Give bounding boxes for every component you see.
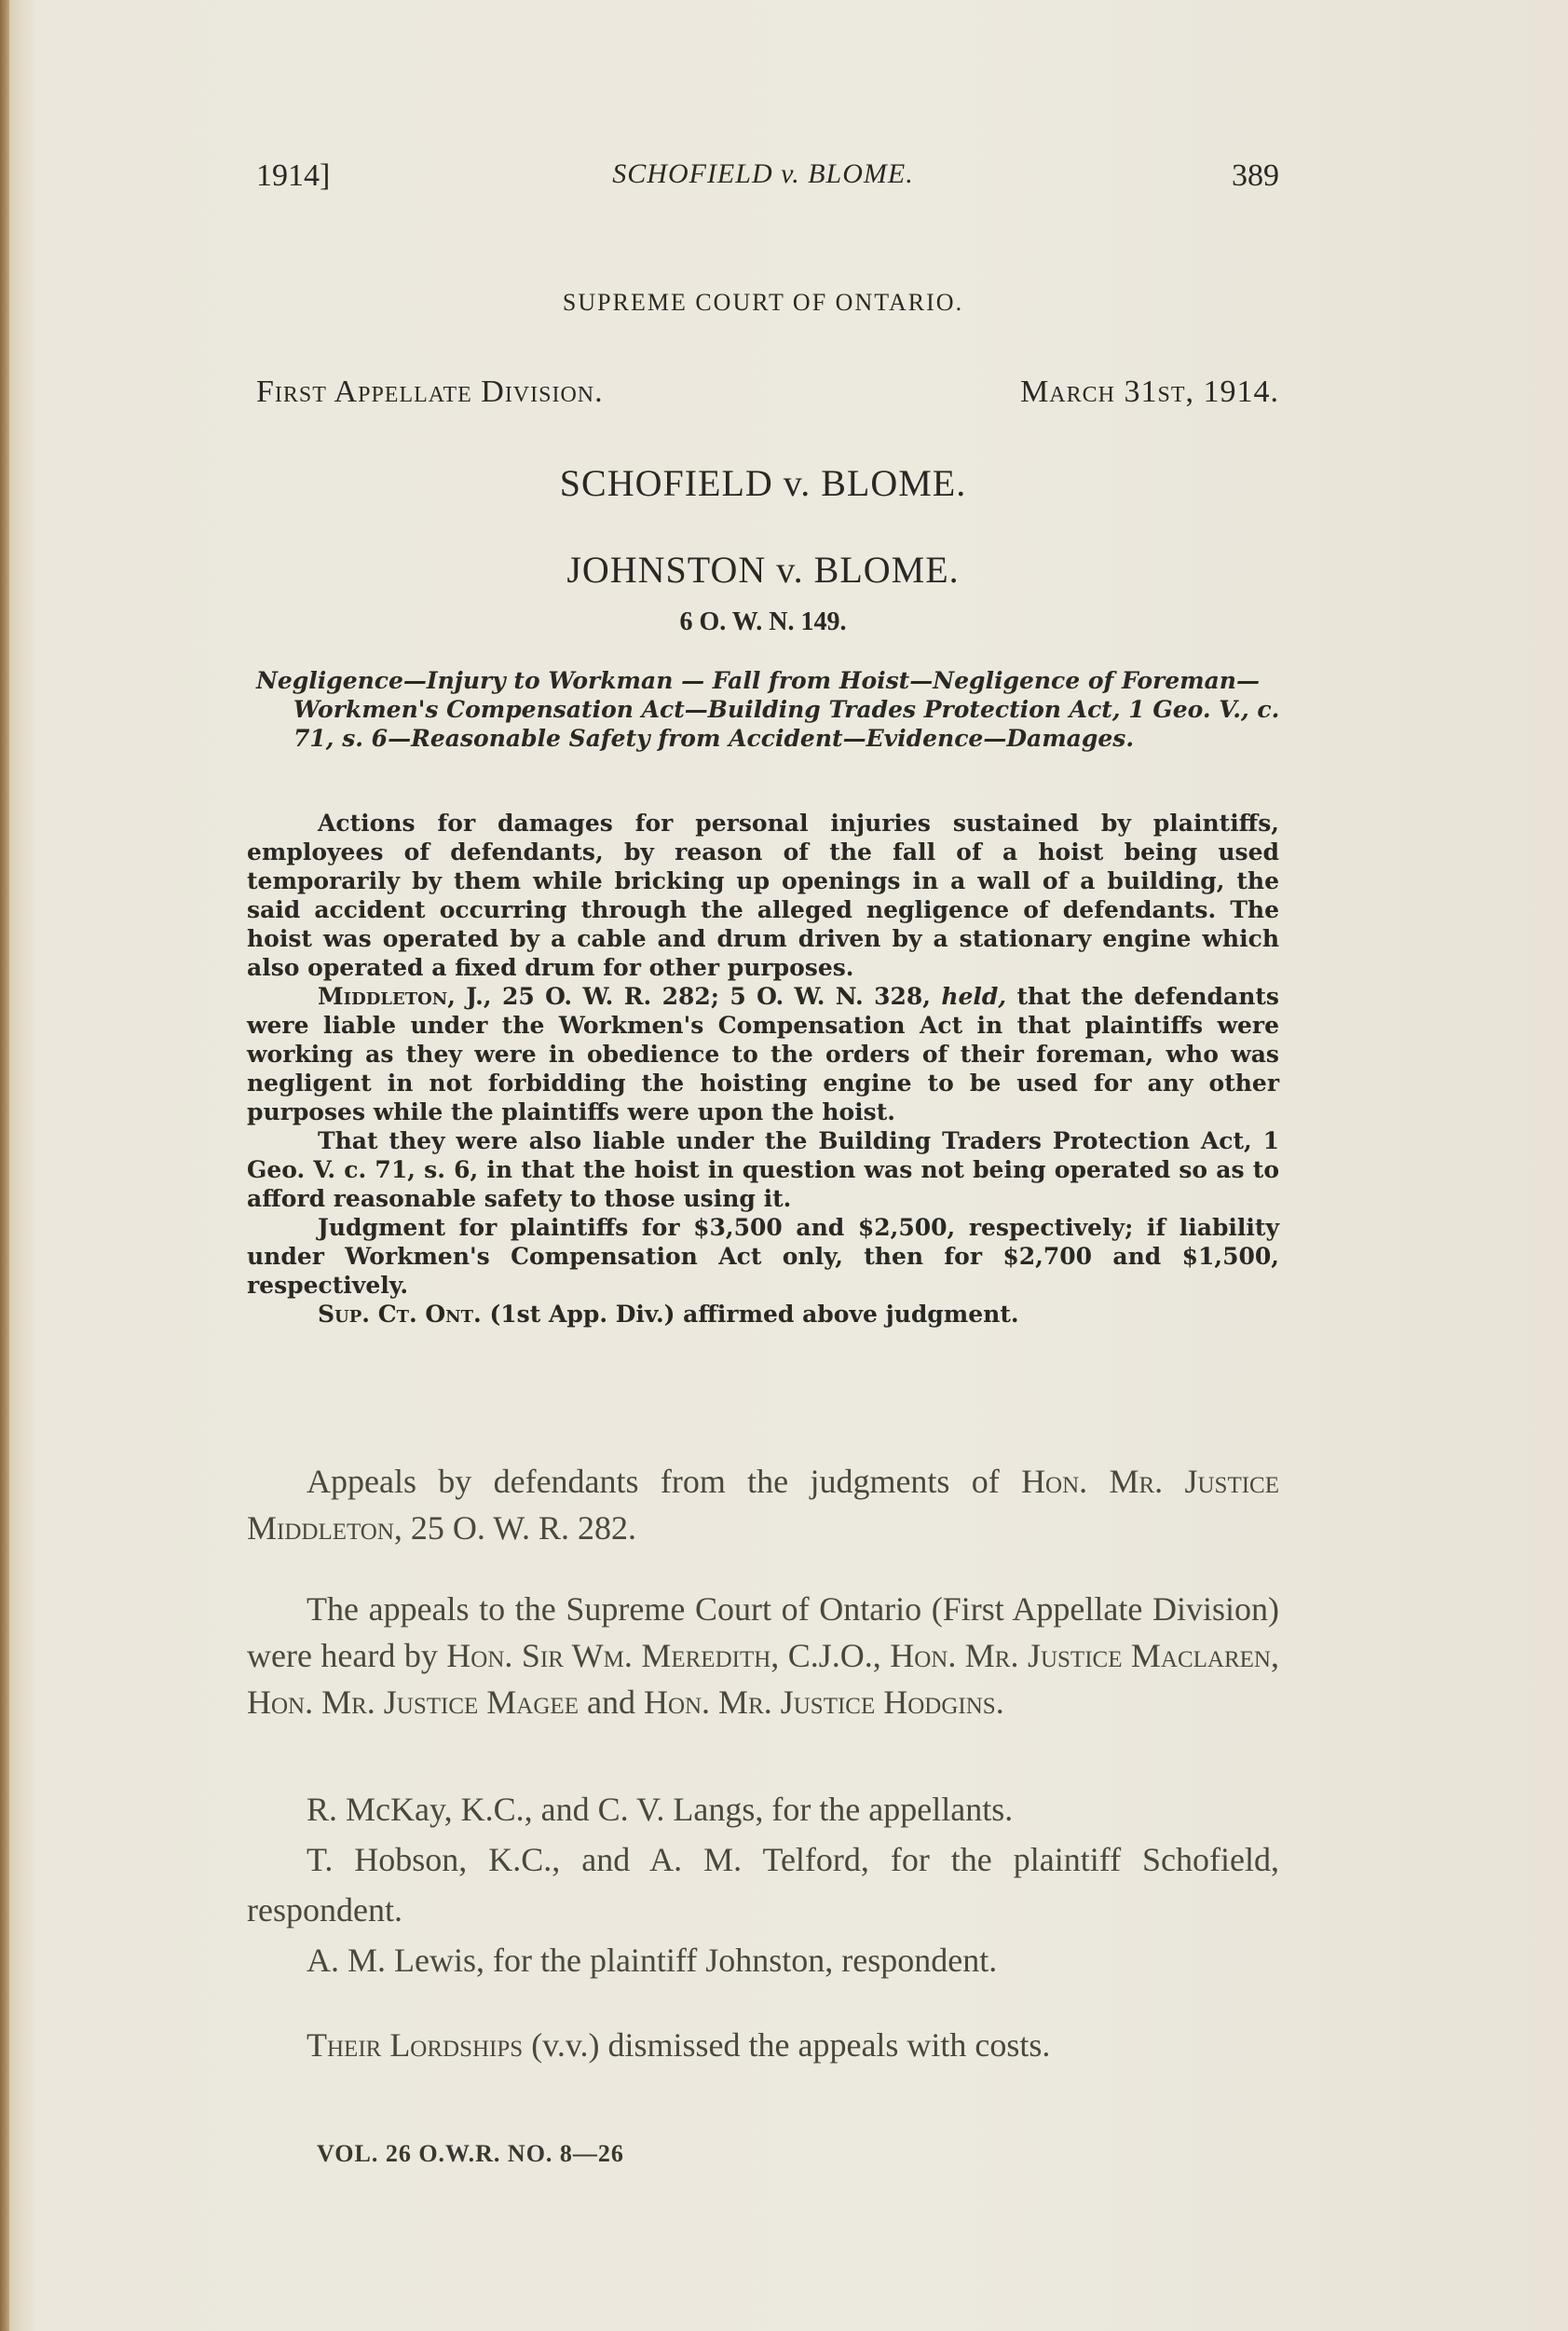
syllabus-paragraph: Actions for damages for personal injuries sustained by plaintiffs, employees of defendants, by reason of the fall of a hoist being used temporarily by them while bricking up openings in a wall of a building, the said accident occurring through the alleged negligence of defendants. The hoist was operated by a cable and drum driven by a stationary engine which also operated a fixed drum for other purposes.	[247, 810, 1279, 981]
appellate-judge-last: Hon. Mr. Justice Hodgins.	[643, 1684, 1004, 1721]
running-head	[247, 158, 1279, 205]
printer-signature: VOL. 26 O.W.R. NO. 8—26	[317, 2140, 624, 2167]
counsel-line: A. M. Lewis, for the plaintiff Johnston, respondent.	[307, 1942, 998, 1979]
result-paragraph: Their Lordships (v.v.) dismissed the appeals with costs.	[307, 2026, 1051, 2064]
syllabus-affirmed: (1st App. Div.) affirmed above judgment.	[481, 1301, 1019, 1328]
counsel-line: T. Hobson, K.C., and A. M. Telford, for the plaintiff Schofield, respondent.	[247, 1841, 1279, 1929]
running-head-year: 1914]	[256, 158, 331, 193]
headnote: Negligence—Injury to Workman — Fall from Hoist—Negligence of Foreman—Workmen's Compensation Act—Building Trades Protection Act, 1 Geo. V., c. 71, s. 6—Reasonable Safety from Accident—Evidence—Damages.	[256, 667, 1280, 752]
division-line	[247, 375, 1279, 416]
syllabus-cite: , 25 O. W. R. 282; 5 O. W. N. 328,	[483, 983, 942, 1010]
decision-date: March 31st, 1914.	[1020, 375, 1279, 409]
syllabus-paragraph: Judgment for plaintiffs for $3,500 and $2,500, respectively; if liability under Workmen's Compensation Act only, then for $2,700 and $1,500, respectively.	[247, 1214, 1279, 1299]
syllabus-court: Sup. Ct. Ont.	[318, 1301, 482, 1328]
case-title-2: JOHNSTON v. BLOME.	[566, 549, 960, 591]
page-number: 389	[1232, 158, 1279, 193]
syllabus-holding: that the defendants were liable under the Workmen's Compensation Act in that plaintiffs were working as they were in obedience to the orders of their foreman, who was negligent in not forbidding the hoisting engine to be used for any other purposes while the plaintiffs were upon the hoist.	[247, 983, 1280, 1125]
case-title-1: SCHOFIELD v. BLOME.	[559, 462, 967, 504]
counsel-list	[247, 1784, 1279, 1985]
appellate-judges: Hon. Sir Wm. Meredith, C.J.O., Hon. Mr. Justice Maclaren, Hon. Mr. Justice Magee	[247, 1637, 1279, 1721]
counsel-line: R. McKay, K.C., and C. V. Langs, for the appellants.	[307, 1791, 1014, 1828]
syllabus-paragraph	[247, 1300, 1279, 1329]
appeals-paragraph: Appeals by defendants from the judgments of Hon. Mr. Justice Middleton, 25 O. W. R. 282.	[247, 1463, 1279, 1547]
syllabus-judge: Middleton, J.	[318, 983, 484, 1010]
running-head-title: SCHOFIELD v. BLOME.	[612, 158, 914, 189]
syllabus-held: held,	[941, 983, 1007, 1010]
court-name: SUPREME COURT OF ONTARIO.	[562, 289, 964, 316]
syllabus	[247, 809, 1279, 1329]
lordships: Their Lordships	[307, 2026, 524, 2064]
syllabus-paragraph	[247, 982, 1279, 1126]
case-citation: 6 O. W. N. 149.	[679, 607, 847, 636]
trial-judge: Hon. Mr. Justice Middleton	[247, 1463, 1279, 1547]
heard-paragraph: The appeals to the Supreme Court of Ontario (First Appellate Division) were heard by Hon. Sir Wm. Meredith, C.J.O., Hon. Mr. Justice Maclaren, Hon. Mr. Justice Magee and Hon. Mr. Justice Hodgins.	[247, 1590, 1279, 1721]
book-spine-edge	[0, 0, 9, 2331]
division-name: First Appellate Division.	[256, 375, 604, 409]
syllabus-paragraph: That they were also liable under the Building Traders Protection Act, 1 Geo. V. c. 71, s. 6, in that the hoist in question was not being operated so as to afford reasonable safety to those using it.	[247, 1127, 1279, 1212]
